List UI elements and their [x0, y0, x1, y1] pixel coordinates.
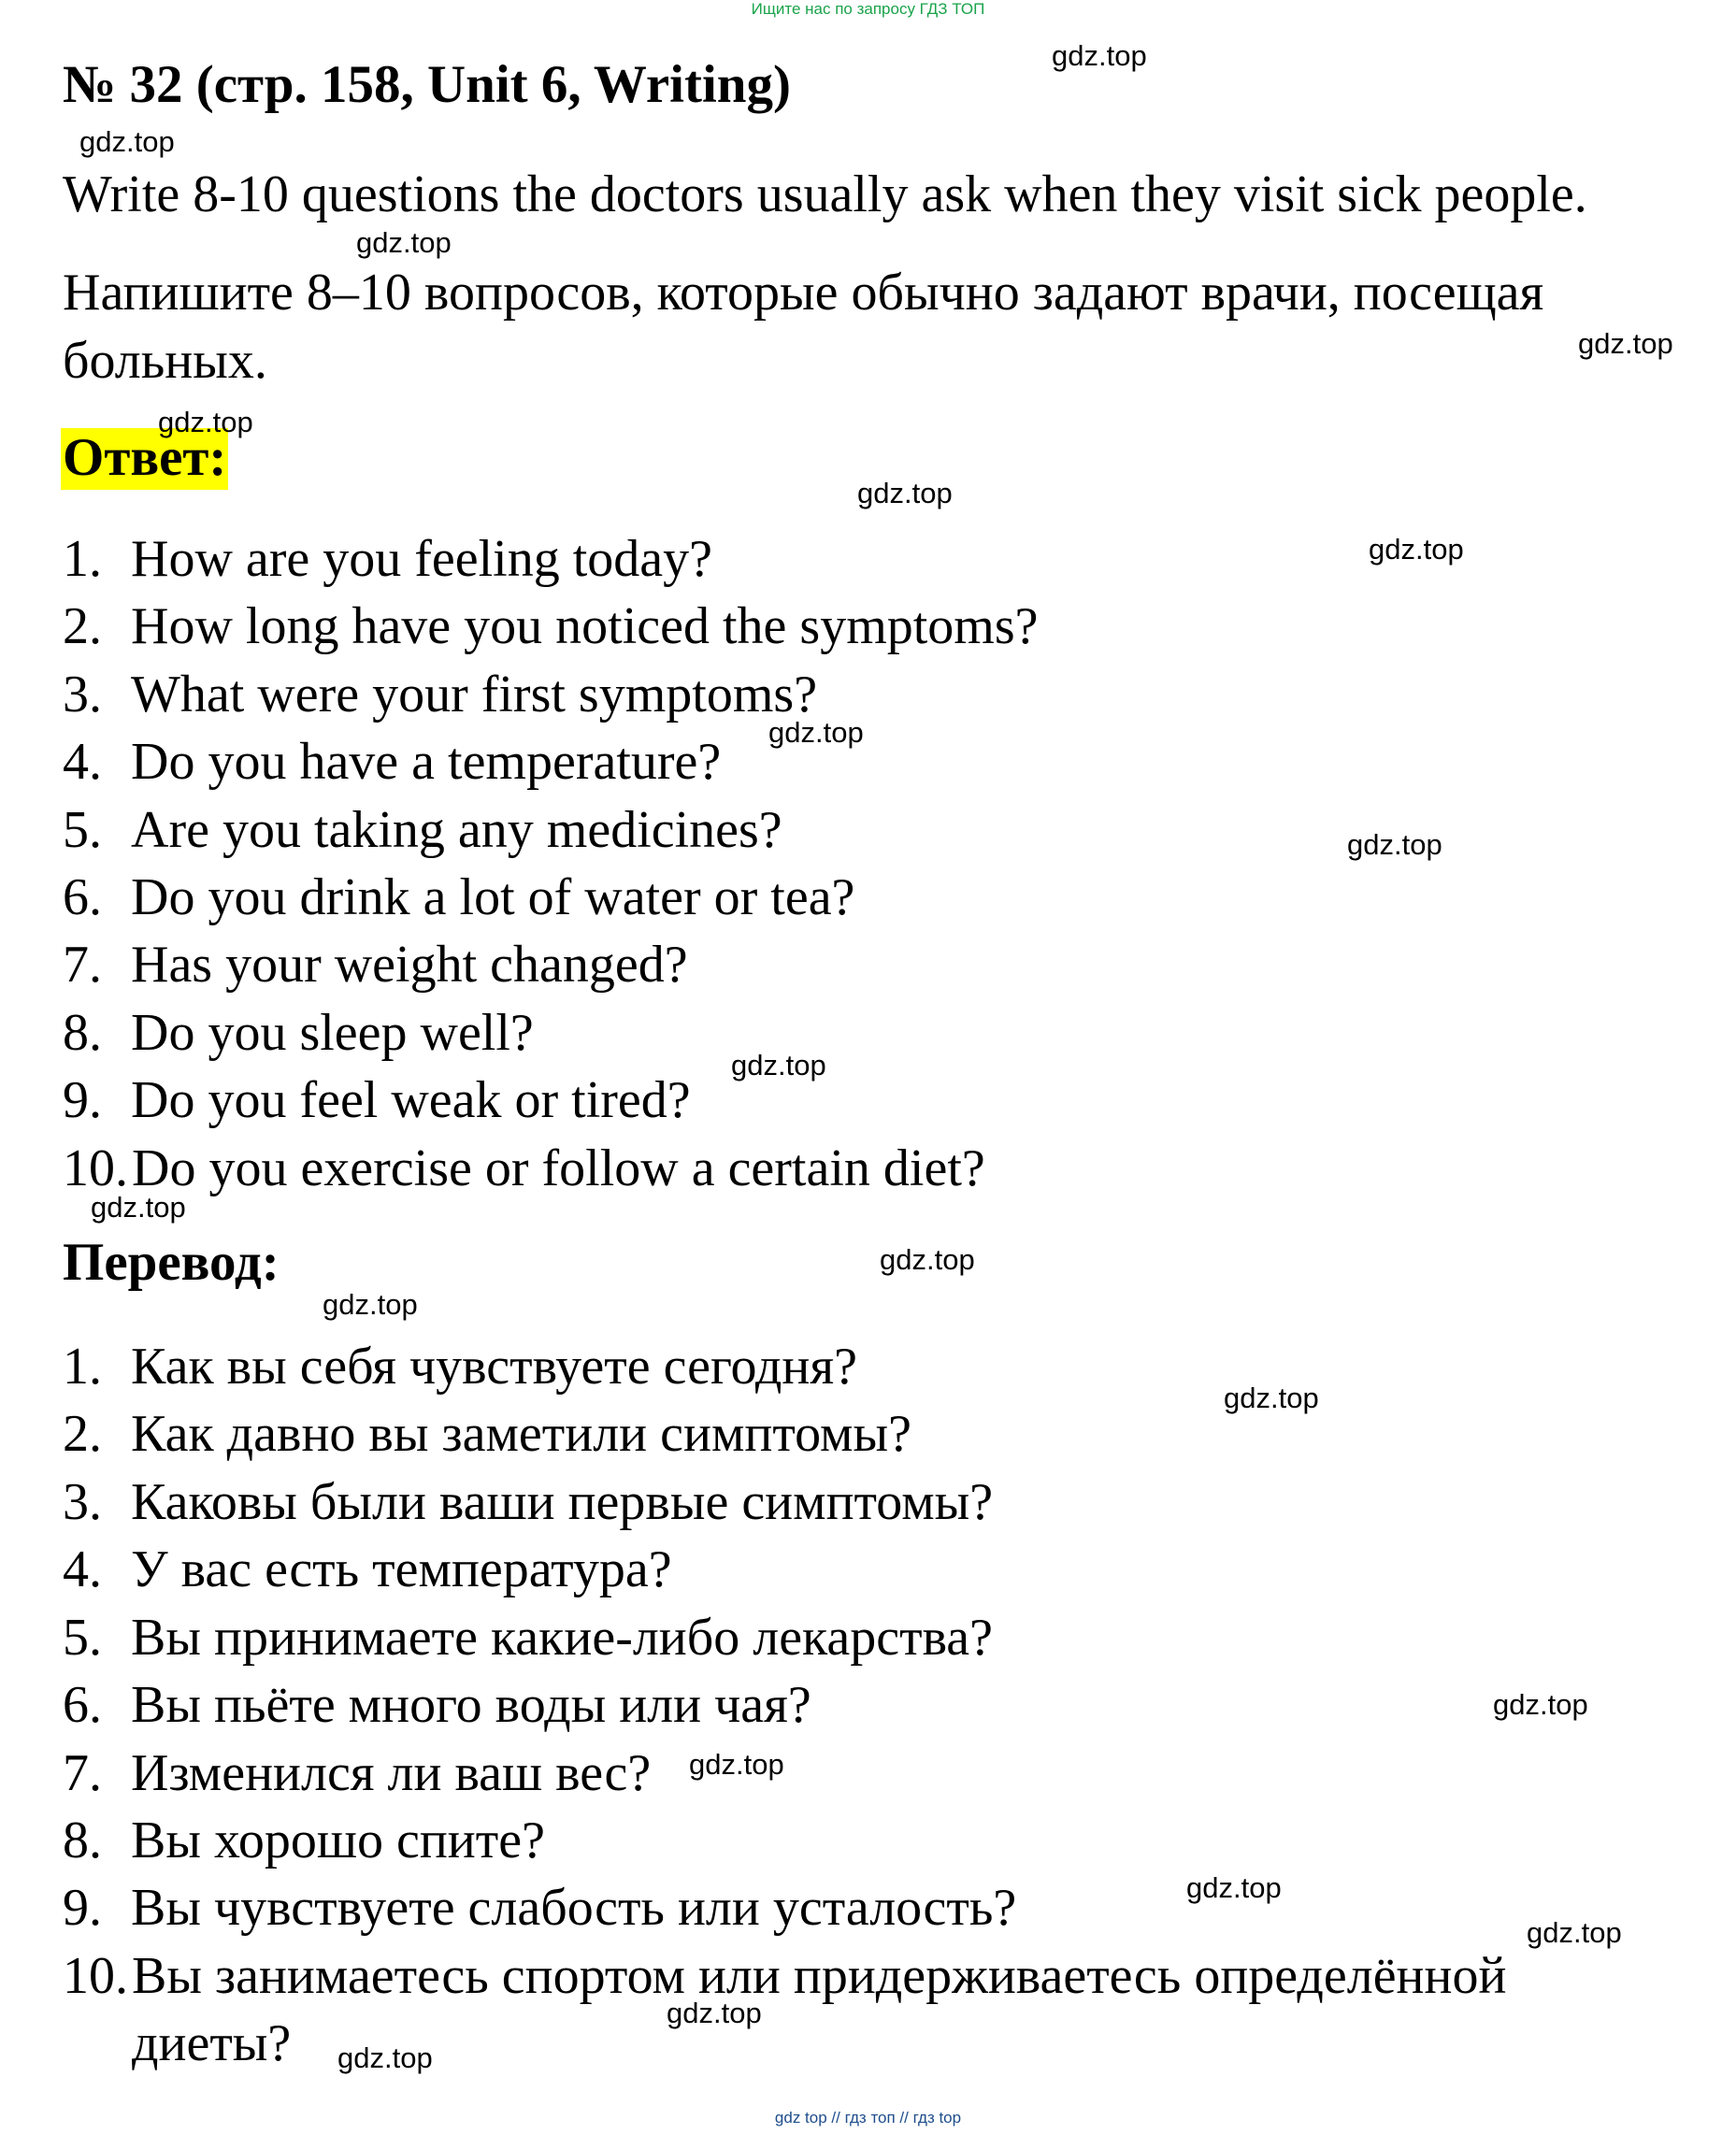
answer-number: 7. — [63, 936, 102, 994]
translation-number: 9. — [63, 1879, 102, 1937]
translation-text: Вы принимаете какие-либо лекарства? — [131, 1609, 994, 1667]
translation-number: 7. — [63, 1744, 102, 1802]
translation-number: 10. — [63, 1947, 128, 2005]
watermark: gdz.top — [880, 1243, 975, 1276]
task-russian-line-1: Напишите 8–10 вопросов, которые обычно задают врачи, посещая — [63, 264, 1544, 322]
answer-item — [63, 936, 688, 994]
answer-text: Do you feel weak or tired? — [131, 1071, 691, 1129]
answer-item — [63, 868, 855, 926]
watermark: gdz.top — [323, 1288, 418, 1321]
answer-text: Do you have a temperature? — [131, 733, 722, 791]
watermark: gdz.top — [1369, 533, 1464, 566]
answer-text: Do you exercise or follow a certain diet? — [132, 1139, 985, 1197]
watermark: gdz.top — [857, 477, 953, 509]
watermark: gdz.top — [1578, 327, 1673, 360]
top-banner: Ищите нас по запросу ГДЗ ТОП — [751, 0, 985, 18]
watermark: gdz.top — [1347, 828, 1442, 861]
answer-text: What were your first symptoms? — [131, 666, 818, 723]
translation-item — [63, 1676, 811, 1734]
translation-number: 6. — [63, 1676, 102, 1734]
answer-number: 4. — [63, 733, 102, 791]
translation-item — [63, 1947, 1507, 2005]
translation-item — [63, 1609, 994, 1667]
translation-item-continuation: диеты? — [132, 2014, 292, 2072]
answer-number: 1. — [63, 530, 102, 588]
watermark: gdz.top — [91, 1191, 186, 1224]
answer-text: How long have you noticed the symptoms? — [131, 597, 1039, 655]
answer-item — [63, 597, 1039, 655]
translation-text: Вы чувствуете слабость или усталость? — [131, 1879, 1017, 1937]
translation-number: 3. — [63, 1473, 102, 1531]
translation-item — [63, 1540, 672, 1598]
answer-number: 5. — [63, 801, 102, 859]
translation-text: У вас есть температура? — [131, 1540, 672, 1598]
watermark: gdz.top — [1224, 1382, 1319, 1414]
translation-number: 5. — [63, 1609, 102, 1667]
watermark: gdz.top — [1052, 39, 1147, 72]
answer-number: 10. — [63, 1139, 128, 1197]
translation-item — [63, 1473, 994, 1531]
translation-text: Вы хорошо спите? — [131, 1812, 545, 1869]
translation-item — [63, 1879, 1017, 1937]
answer-number: 6. — [63, 868, 102, 926]
task-russian-line-2: больных. — [63, 332, 267, 390]
answer-item — [63, 1139, 985, 1197]
translation-number: 8. — [63, 1812, 102, 1869]
translation-number: 4. — [63, 1540, 102, 1598]
footer-watermark: gdz top // гдз топ // гдз top — [774, 2109, 962, 2127]
answer-text: How are you feeling today? — [131, 530, 712, 588]
watermark: gdz.top — [731, 1049, 826, 1081]
watermark: gdz.top — [356, 226, 452, 259]
task-english: Write 8-10 questions the doctors usually ask when they visit sick people. — [63, 165, 1587, 223]
answer-text: Has your weight changed? — [131, 936, 688, 994]
answer-number: 9. — [63, 1071, 102, 1129]
answer-heading: Ответ: — [61, 428, 228, 490]
watermark: gdz.top — [689, 1748, 784, 1781]
answer-item — [63, 1004, 534, 1062]
answer-item — [63, 801, 782, 859]
translation-number: 1. — [63, 1338, 102, 1396]
translation-text: Изменился ли ваш вес? — [131, 1744, 652, 1802]
answer-number: 2. — [63, 597, 102, 655]
translation-heading: Перевод: — [63, 1233, 280, 1292]
answer-number: 3. — [63, 666, 102, 723]
page-title: № 32 (стр. 158, Unit 6, Writing) — [63, 55, 791, 114]
watermark: gdz.top — [667, 1997, 762, 2029]
translation-item — [63, 1338, 857, 1396]
translation-item — [63, 1814, 545, 1867]
answer-text: Do you drink a lot of water or tea? — [131, 868, 855, 926]
answer-item — [63, 530, 712, 588]
answer-text: Do you sleep well? — [131, 1004, 534, 1062]
watermark: gdz.top — [158, 406, 253, 438]
answer-item — [63, 1071, 691, 1129]
translation-item — [63, 1744, 652, 1802]
translation-text: Вы пьёте много воды или чая? — [131, 1676, 811, 1734]
translation-text: Вы занимаетесь спортом или придерживаетесь определённой — [132, 1947, 1507, 2005]
answer-item — [63, 733, 722, 791]
translation-number: 2. — [63, 1405, 102, 1463]
answer-number: 8. — [63, 1004, 102, 1062]
watermark: gdz.top — [1527, 1916, 1622, 1949]
watermark: gdz.top — [1186, 1871, 1282, 1904]
watermark: gdz.top — [79, 125, 175, 158]
watermark: gdz.top — [337, 2041, 433, 2074]
translation-item — [63, 1405, 911, 1463]
watermark: gdz.top — [768, 716, 864, 749]
translation-text: Каковы были ваши первые симптомы? — [131, 1473, 994, 1531]
answer-text: Are you taking any medicines? — [131, 801, 782, 859]
translation-text: Как давно вы заметили симптомы? — [131, 1405, 911, 1463]
watermark: gdz.top — [1493, 1688, 1588, 1721]
translation-text: Как вы себя чувствуете сегодня? — [131, 1338, 857, 1396]
answer-item — [63, 668, 817, 721]
